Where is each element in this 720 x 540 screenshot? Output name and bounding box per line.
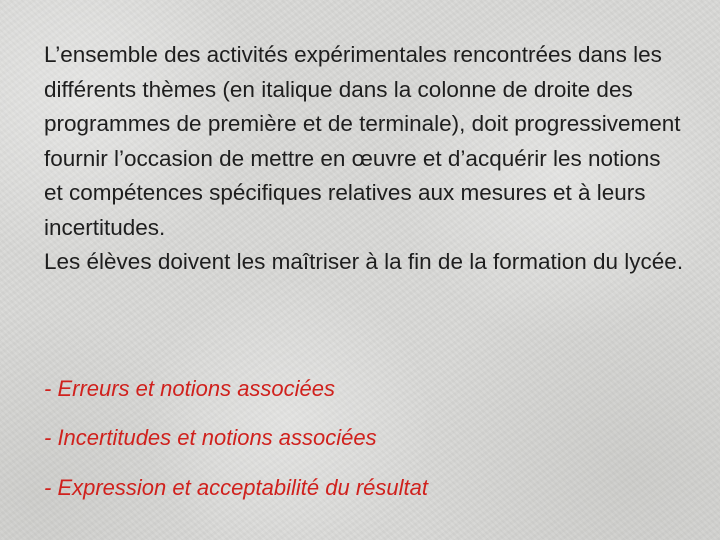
bullet-item-errors: - Erreurs et notions associées xyxy=(44,376,336,401)
paragraph-mastery: Les élèves doivent les maîtriser à la fin de la formation du lycée. xyxy=(44,249,684,274)
bullet-item-uncertainties: - Incertitudes et notions associées xyxy=(44,425,377,450)
bullet-item-result-expression: - Expression et acceptabilité du résultat xyxy=(44,475,428,500)
paragraph-intro: L’ensemble des activités expérimentales rencontrées dans les différents thèmes (en italique dans la colonne de droite des programmes de première et de terminale), doit progressivement fournir l’occasion de mettre en œuvre et d’acquérir les notions et compétences spécifiques relatives aux mesures et à leurs incertitudes. xyxy=(44,42,681,240)
body-text xyxy=(44,38,684,280)
